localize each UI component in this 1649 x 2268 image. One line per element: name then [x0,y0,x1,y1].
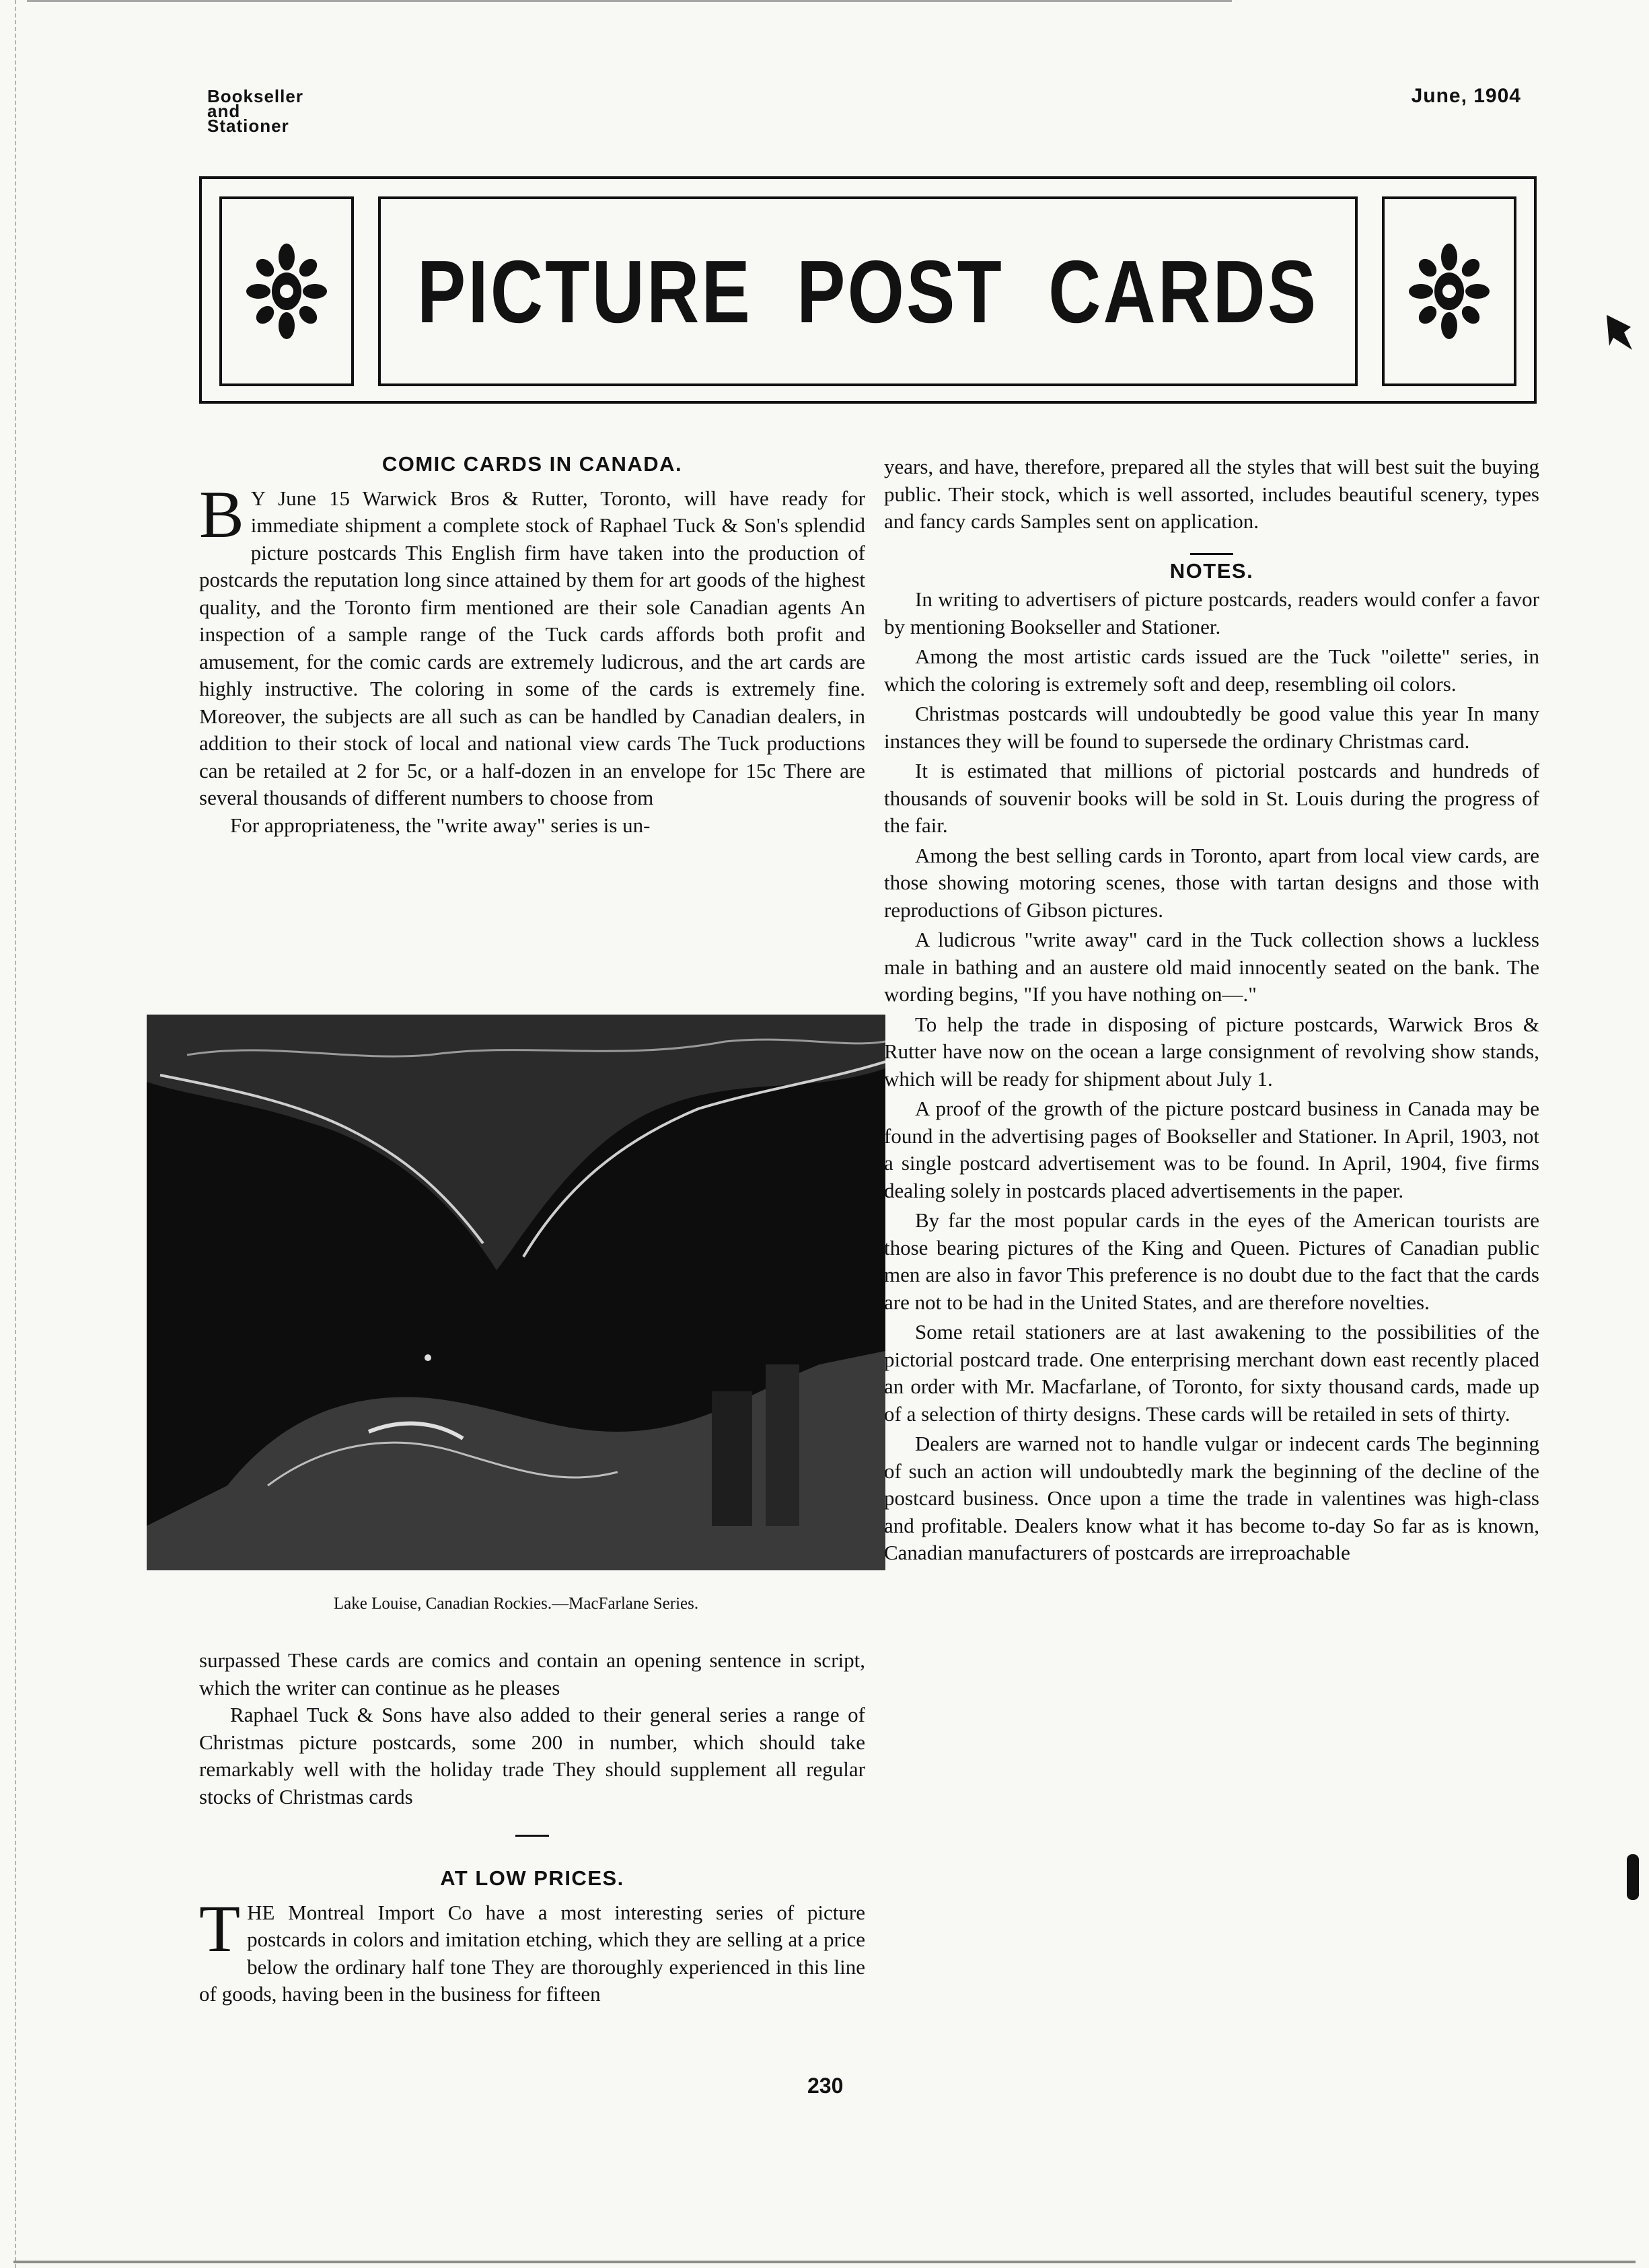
right-column [884,453,1539,1570]
article-paragraph: surpassed These cards are comics and contain an opening sentence in script, which the writer can continue as he pleases [199,1648,865,1699]
section-divider [515,1835,549,1837]
bottom-scan-line [13,2261,1636,2263]
article-paragraph: years, and have, therefore, prepared all the styles that will best suit the buying public. Their stock, which is well assorted, includes beautiful scenery, types and fancy cards Samples sent on application. [884,455,1539,533]
top-scan-line [27,0,1232,2]
section-divider [1190,553,1233,555]
rosette-icon [246,241,327,342]
article-paragraph [199,1891,865,2008]
note-paragraph: Dealers are warned not to handle vulgar or indecent cards The beginning of such an action will undoubtedly mark the beginning of the decline of the postcard business. Once upon a time the trade in valentines was high-class and profitable. Dealers know what it has become to-day So far as is known, Canadian manufacturers of postcards are irreproachable [884,1432,1539,1564]
note-paragraph: Among the most artistic cards issued are the Tuck "oilette" series, in which the coloring is extremely soft and deep, resembling oil colors. [884,645,1539,696]
publication-name: Bookseller and Stationer [207,86,303,136]
paragraph-text: HE Montreal Import Co have a most interesting series of picture postcards in colors and imitation etching, which they are selling at a price below the ordinary half tone They are thoroughly experienced in this line of goods, having been in the business for fifteen [199,1900,865,2006]
rosette-icon [1409,241,1490,342]
photo-caption: Lake Louise, Canadian Rockies.—MacFarlane Series. [333,1595,699,1613]
note-paragraph: It is estimated that millions of pictorial postcards and hundreds of thousands of souvenir books will be sold in St. Louis during the progress of the fair. [884,759,1539,837]
note-paragraph: Some retail stationers are at last awakening to the possibilities of the pictorial postcard trade. One enterprising merchant down east recently placed an order with Mr. Macfarlane, of Toronto, for sixty thousand cards, made up of a selection of thirty designs. These cards will be retailed in sets of thirty. [884,1320,1539,1426]
note-paragraph: To help the trade in disposing of picture postcards, Warwick Bros & Rutter have now on the ocean a large consignment of revolving show stands, which will be ready for shipment about July 1. [884,1012,1539,1091]
article-paragraph: For appropriateness, the "write away" series is un- [230,813,651,837]
title-banner [199,176,1537,404]
note-paragraph: In writing to advertisers of picture postcards, readers would confer a favor by mentioning Bookseller and Stationer. [884,587,1539,638]
article-paragraph: Raphael Tuck & Sons have also added to their general series a range of Christmas picture postcards, some 200 in number, which should take remarkably well with the holiday trade They should supplement all regular stocks of Christmas cards [199,1703,865,1808]
rosette-panel-left [219,196,354,386]
notes-list [884,586,1539,1567]
lake-louise-photo [147,1015,885,1570]
left-column-top [199,451,865,839]
ink-mark [1627,1854,1639,1900]
drop-cap: T [199,1891,241,1966]
note-paragraph: A ludicrous "write away" card in the Tuck collection shows a luckless male in bathing and an austere old maid innocently seated on the bank. The wording begins, "If you have nothing on—." [884,928,1539,1006]
article-heading: AT LOW PRICES. [440,1866,624,1890]
note-paragraph: A proof of the growth of the picture postcard business in Canada may be found in the advertising pages of Bookseller and Stationer. In April, 1903, not a single postcard advertisement was to be found. In April, 1904, five firms dealing solely in postcards placed advertisements in the paper. [884,1097,1539,1202]
rosette-panel-right [1382,196,1516,386]
note-paragraph: By far the most popular cards in the eyes of the American tourists are those bearing pictures of the King and Queen. Pictures of Canadian public men are also in favor This preference is no doubt due to the fact that the cards are not to be had in the United States, and are therefore novelties. [884,1208,1539,1314]
banner-title-frame [378,196,1358,386]
note-paragraph: Christmas postcards will undoubtedly be good value this year In many instances they will be found to supersede the ordinary Christmas card. [884,702,1539,753]
paragraph-text: Y June 15 Warwick Bros & Rutter, Toronto, will have ready for immediate shipment a complete stock of Raphael Tuck & Son's splendid picture postcards This English firm have taken into the production of postcards the reputation long since attained by them for art goods of the highest quality, and the Toronto firm mentioned are their sole Canadian agents An inspection of a sample range of the Tuck cards affords both profit and amusement, for the comic cards are extremely ludicrous, and the art cards are highly instructive. The coloring in some of the cards is extremely fine. Moreover, the subjects are all such as can be handled by Canadian dealers, in addition to their stock of local and national view cards The Tuck productions can be retailed at 2 for 5c, or a half-dozen in an envelope for 15c There are several thousands of different numbers to choose from [199,486,865,809]
note-paragraph: Among the best selling cards in Toronto, apart from local view cards, are those showing motoring scenes, those with tartan designs and those with reproductions of Gibson pictures. [884,843,1539,922]
article-heading: COMIC CARDS IN CANADA. [381,452,683,476]
page-title: PICTURE POST CARDS [417,242,1319,341]
margin-scan-edge [0,0,16,2268]
notes-heading: NOTES. [1169,558,1254,583]
left-column-bottom [199,1647,865,2008]
ink-blot-icon [1604,311,1634,353]
page-number: 230 [807,2074,844,2098]
issue-date: June, 1904 [1411,85,1521,107]
article-paragraph [199,476,865,812]
drop-cap: B [199,476,244,552]
